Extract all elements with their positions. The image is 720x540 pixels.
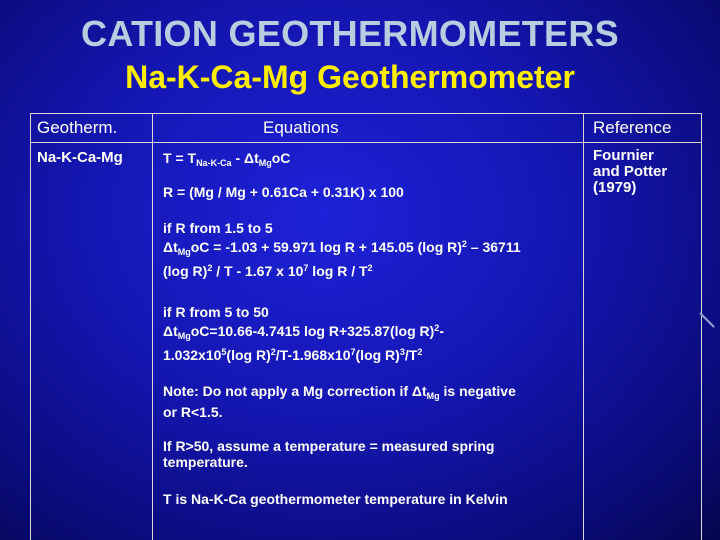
equation-block-r-1_5-to-5	[163, 220, 583, 279]
eq-line	[163, 236, 583, 260]
eq-text: 1.032x10	[163, 347, 222, 363]
eq-text: log R / T	[308, 263, 368, 279]
equation-temperature	[163, 150, 583, 171]
eq-sup: 2	[434, 323, 440, 333]
eq-text: (log R)	[355, 347, 400, 363]
reference-line-1: Fournier	[593, 147, 654, 164]
eq-text: /T	[404, 347, 418, 363]
equation-r: R = (Mg / Mg + 0.61Ca + 0.31K) x 100	[163, 184, 404, 200]
geotherm-name: Na-K-Ca-Mg	[37, 149, 123, 166]
eq-sup: 2	[270, 347, 276, 357]
eq-line: if R from 1.5 to 5	[163, 220, 273, 236]
reference-line-3: (1979)	[593, 179, 637, 196]
eq-line: or R<1.5.	[163, 404, 223, 420]
header-equations: Equations	[263, 118, 339, 137]
eq-sup: 2	[417, 347, 423, 357]
equation-block-r-5-to-50	[163, 304, 583, 363]
eq-sup: 2	[461, 239, 467, 249]
eq-text: - Δt	[231, 150, 259, 166]
t-definition-note: T is Na-K-Ca geothermometer temperature in Kelvin	[163, 491, 508, 507]
eq-text: oC = -1.03 + 59.971 log R + 145.05 (log R)	[190, 239, 462, 255]
eq-text: (log R)	[226, 347, 271, 363]
eq-text: Δt	[163, 323, 178, 339]
eq-sup: 5	[221, 347, 227, 357]
eq-sub: Mg	[426, 391, 440, 401]
eq-sup: 2	[207, 263, 213, 273]
eq-line	[163, 383, 583, 404]
header-geotherm: Geotherm.	[37, 118, 118, 137]
eq-text: Δt	[163, 239, 178, 255]
eq-sup: 2	[367, 263, 373, 273]
reference-cell	[593, 148, 667, 196]
table-top-border	[30, 113, 702, 114]
table-right-border	[701, 113, 702, 540]
slide-title: CATION GEOTHERMOMETERS	[81, 13, 619, 54]
eq-line: If R>50, assume a temperature = measured spring	[163, 438, 495, 454]
slide-subtitle: Na-K-Ca-Mg Geothermometer	[125, 59, 575, 95]
eq-text: / T - 1.67 x 10	[212, 263, 304, 279]
eq-line	[163, 344, 583, 363]
reference-line-2: and Potter	[593, 163, 668, 180]
col-divider-1	[152, 113, 153, 540]
header-reference: Reference	[593, 118, 672, 137]
col-divider-2	[583, 113, 584, 540]
eq-sub: Mg	[177, 331, 191, 341]
eq-text: /T-1.968x10	[275, 347, 351, 363]
eq-sup: 7	[303, 263, 309, 273]
eq-line: if R from 5 to 50	[163, 304, 269, 320]
eq-text: -	[439, 323, 444, 339]
equations-table	[30, 113, 702, 540]
eq-sup: 7	[350, 347, 356, 357]
eq-text: (log R)	[163, 263, 208, 279]
r-over-50-note	[163, 438, 583, 470]
header-bottom-border	[30, 142, 702, 143]
table-left-border	[30, 113, 31, 540]
eq-line	[163, 260, 583, 279]
eq-text: oC=10.66-4.7415 log R+325.87(log R)	[190, 323, 435, 339]
eq-sup: 3	[399, 347, 405, 357]
eq-sub: Na-K-Ca	[196, 158, 232, 168]
eq-sub: Mg	[177, 247, 191, 257]
eq-text: – 36711	[466, 239, 521, 255]
eq-sub: Mg	[258, 158, 272, 168]
eq-text: oC	[271, 150, 291, 166]
title-block	[0, 12, 700, 98]
eq-line	[163, 320, 583, 344]
eq-text: Note: Do not apply a Mg correction if Δt	[163, 383, 427, 399]
mg-correction-note	[163, 383, 583, 420]
eq-line: temperature.	[163, 454, 248, 470]
eq-text: is negative	[439, 383, 516, 399]
eq-text: T = T	[163, 150, 197, 166]
